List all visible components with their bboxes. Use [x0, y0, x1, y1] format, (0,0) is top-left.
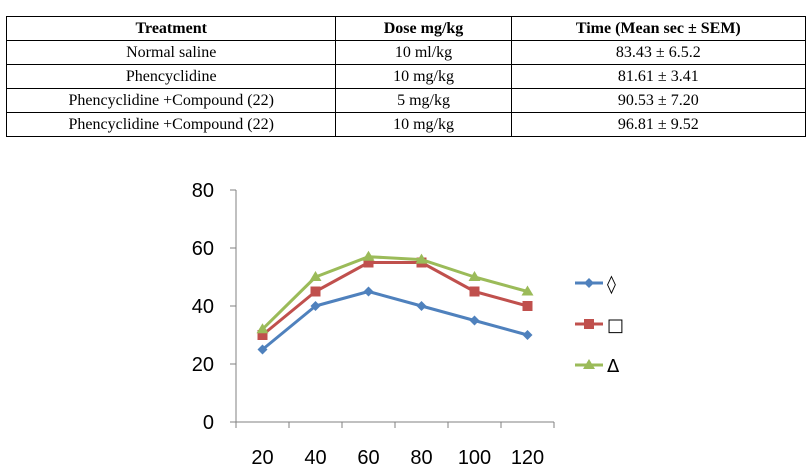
data-point	[364, 287, 374, 297]
series-line	[263, 292, 528, 350]
cell-treatment: Phencyclidine +Compound (22)	[7, 89, 336, 113]
header-dose: Dose mg/kg	[336, 17, 511, 41]
x-tick-label: 60	[357, 447, 380, 469]
data-point	[311, 287, 321, 297]
header-treatment: Treatment	[7, 17, 336, 41]
table-row	[7, 89, 806, 113]
legend-label: Δ	[607, 356, 620, 377]
data-point	[417, 301, 427, 311]
table-row	[7, 41, 806, 65]
x-tick-label: 40	[304, 447, 327, 469]
cell-treatment: Phencyclidine +Compound (22)	[7, 113, 336, 137]
legend-marker	[584, 319, 594, 329]
data-point	[523, 330, 533, 340]
cell-time: 83.43 ± 6.5.2	[511, 41, 805, 65]
line-chart	[0, 160, 808, 472]
cell-treatment: Phencyclidine	[7, 65, 336, 89]
y-tick-label: 20	[191, 354, 214, 376]
header-time: Time (Mean sec ± SEM)	[511, 17, 805, 41]
cell-time: 81.61 ± 3.41	[511, 65, 805, 89]
cell-dose: 10 ml/kg	[336, 41, 511, 65]
y-tick-label: 40	[191, 296, 214, 318]
legend-label: □	[607, 315, 625, 336]
x-tick-label: 120	[510, 447, 545, 469]
x-tick-label: 100	[457, 447, 492, 469]
cell-dose: 5 mg/kg	[336, 89, 511, 113]
cell-treatment: Normal saline	[7, 41, 336, 65]
cell-dose: 10 mg/kg	[336, 65, 511, 89]
data-point	[523, 301, 533, 311]
results-table	[6, 16, 806, 137]
y-tick-label: 60	[191, 238, 214, 260]
x-tick-label: 80	[410, 447, 433, 469]
table-header-row	[7, 17, 806, 41]
table-row	[7, 113, 806, 137]
table-row	[7, 65, 806, 89]
cell-dose: 10 mg/kg	[336, 113, 511, 137]
y-tick-label: 0	[202, 412, 214, 434]
y-tick-label: 80	[191, 180, 214, 202]
x-tick-label: 20	[251, 447, 274, 469]
legend-marker	[584, 278, 594, 288]
cell-time: 96.81 ± 9.52	[511, 113, 805, 137]
data-point	[470, 316, 480, 326]
data-point	[470, 287, 480, 297]
legend-label: ◊	[607, 274, 616, 295]
cell-time: 90.53 ± 7.20	[511, 89, 805, 113]
